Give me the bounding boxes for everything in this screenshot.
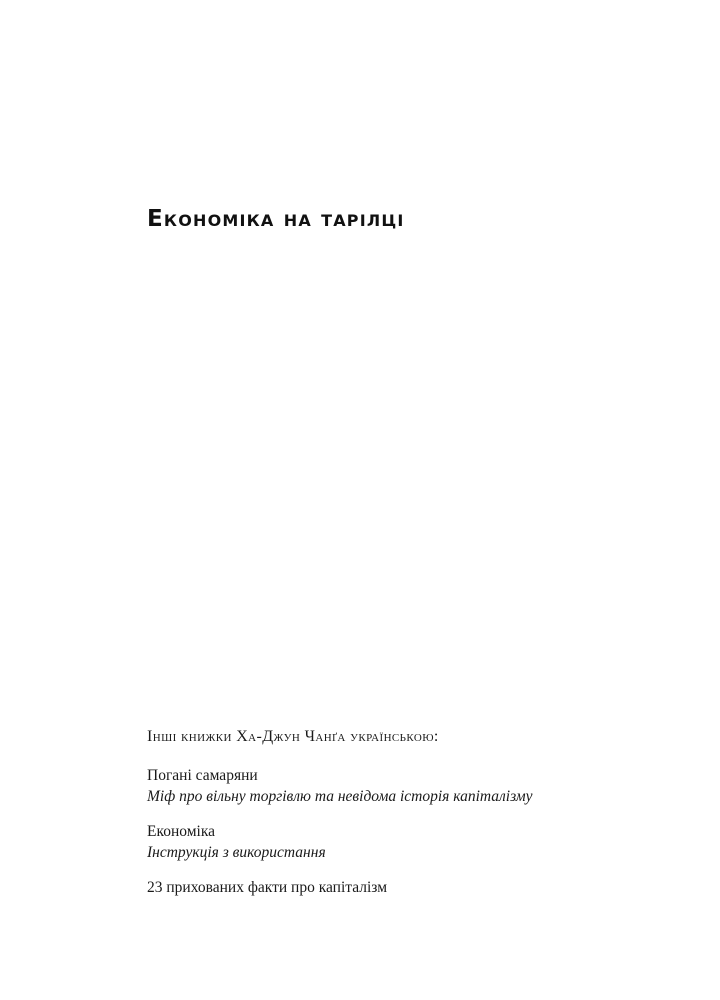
book-subtitle: Інструкція з використання bbox=[147, 844, 326, 861]
book-title: 23 прихованих факти про капіталізм bbox=[147, 879, 388, 896]
book-entry-economics bbox=[147, 821, 687, 863]
book-title: Погані самаряни bbox=[147, 767, 258, 784]
other-books-list bbox=[147, 727, 687, 912]
book-subtitle: Міф про вільну торгівлю та невідома історія капіталізму bbox=[147, 788, 533, 805]
book-title: Економіка bbox=[147, 823, 216, 840]
book-entry-23-things bbox=[147, 877, 687, 898]
other-books-heading: Інші книжки Ха-Джун Чанґа українською: bbox=[147, 728, 439, 745]
book-entry-bad-samaritans bbox=[147, 765, 687, 807]
page-title: Економіка на тарілці bbox=[147, 206, 405, 232]
